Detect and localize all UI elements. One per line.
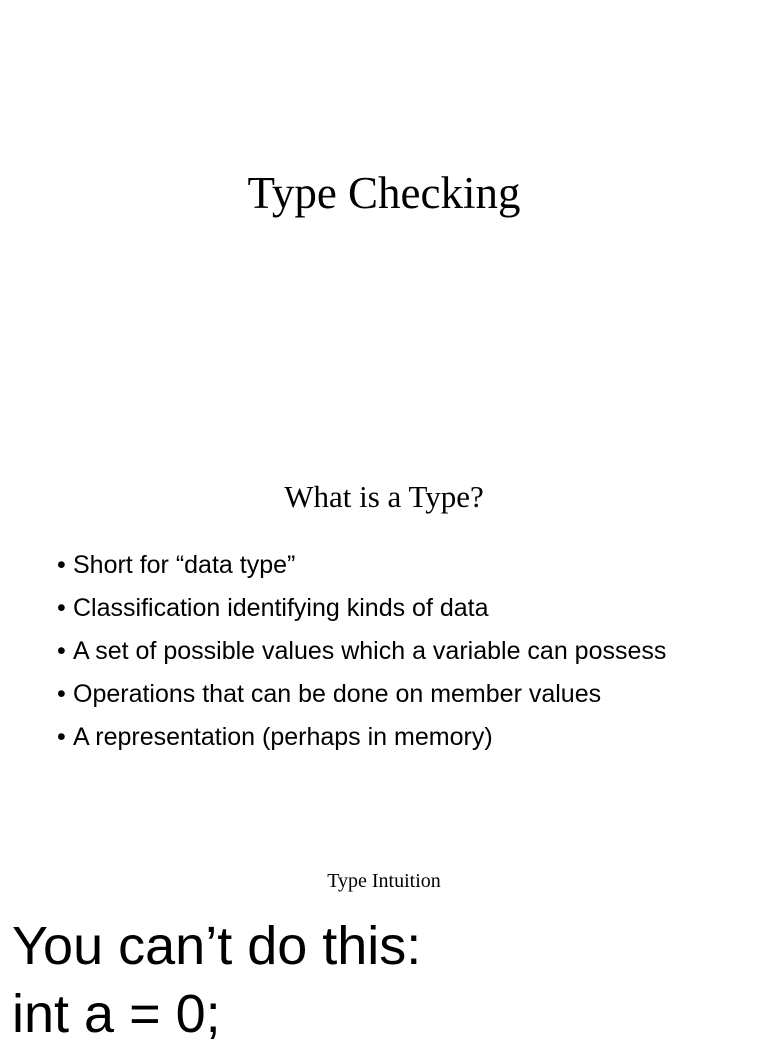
slide-title: Type Intuition	[327, 870, 441, 892]
bullet-item	[57, 677, 737, 711]
slide-title: Type Checking	[247, 168, 521, 218]
bullet-text: A set of possible values which a variable can possess	[73, 637, 667, 665]
bullet-list	[57, 548, 737, 763]
bullet-text: A representation (perhaps in memory)	[73, 723, 493, 751]
bullet-item	[57, 634, 737, 668]
bullet-text: Classification identifying kinds of data	[73, 594, 489, 622]
bullet-icon: •	[57, 680, 66, 708]
bullet-text: Short for “data type”	[73, 551, 296, 579]
slide-type-intuition	[0, 840, 768, 1044]
body-line: You can’t do this:	[12, 916, 422, 976]
slide-title: What is a Type?	[284, 479, 484, 514]
bullet-text: Operations that can be done on member values	[73, 680, 602, 708]
code-line: int a = 0;	[12, 984, 221, 1044]
bullet-icon: •	[57, 637, 66, 665]
bullet-icon: •	[57, 723, 66, 751]
bullet-item	[57, 720, 737, 754]
slide-what-is-a-type	[0, 420, 768, 840]
slide-type-checking	[0, 0, 768, 420]
bullet-item	[57, 548, 737, 582]
bullet-icon: •	[57, 551, 66, 579]
bullet-item	[57, 591, 737, 625]
bullet-icon: •	[57, 594, 66, 622]
